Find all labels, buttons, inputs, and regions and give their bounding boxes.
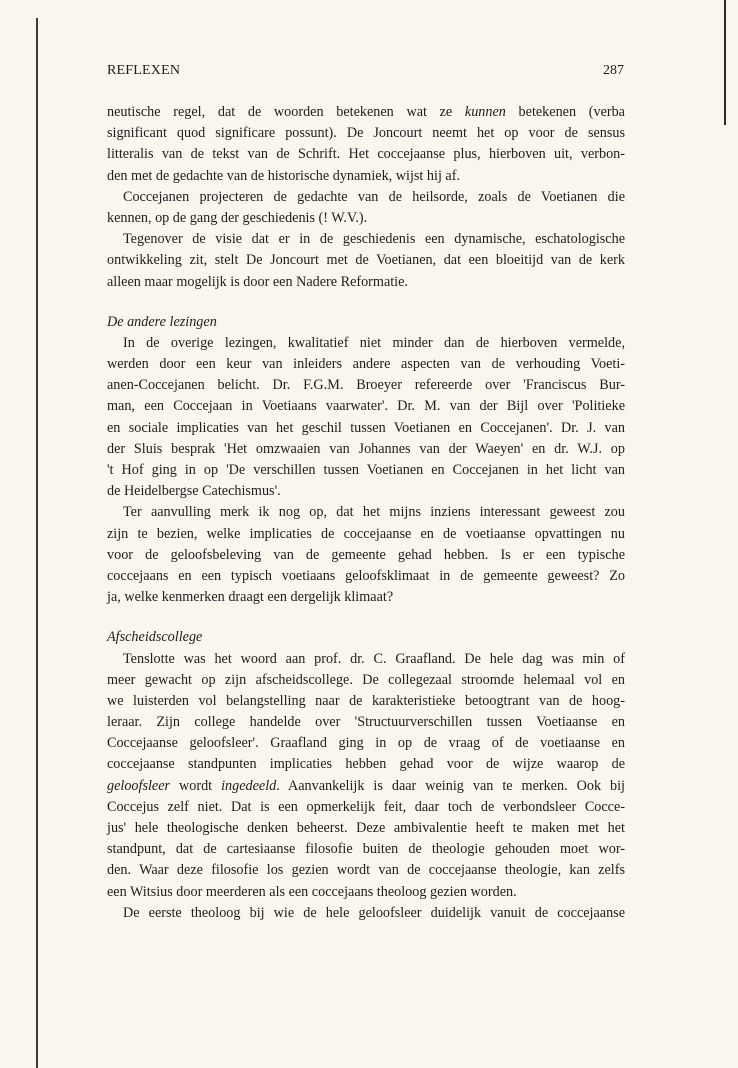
text-line: coccejaanse standpunten implicaties hebben gehad voor de wijze waarop de: [107, 756, 625, 773]
binding-edge-line: [36, 18, 38, 1068]
text-line: voor de geloofsbeleving van de gemeente gehad hebben. Is er een typische: [107, 546, 625, 563]
text-line: alleen maar mogelijk is door een Nadere Reformatie.: [107, 273, 408, 290]
text-line: Coccejaanse geloofsleer'. Graafland ging in op de vraag of de voetiaanse en: [107, 735, 625, 752]
text-line: man, een Coccejaan in Voetiaans vaarwater'. Dr. M. van der Bijl over 'Politieke: [107, 398, 625, 415]
text-line: Coccejanen projecteren de gedachte van de heilsorde, zoals de Voetianen die: [123, 188, 625, 205]
text-line: neutische regel, dat de woorden betekenen wat ze kunnen betekenen (verba: [107, 104, 625, 120]
page-number: 287: [603, 63, 624, 78]
text-line: standpunt, dat de cartesiaanse filosofie buiten de theologie gehouden moet wor-: [107, 841, 625, 858]
page-edge-line: [724, 0, 726, 125]
text-line: ontwikkeling zit, stelt De Joncourt met de Voetianen, dat een bloeitijd van de kerk: [107, 252, 625, 269]
text-line: den. Waar deze filosofie los gezien wordt van de coccejaanse theologie, kan zelfs: [107, 862, 625, 879]
text-line: anen-Coccejanen belicht. Dr. F.G.M. Broeyer refereerde over 'Franciscus Bur-: [107, 377, 625, 394]
text-line: De eerste theoloog bij wie de hele geloofsleer duidelijk vanuit de coccejaanse: [123, 904, 625, 921]
text-line: der Sluis besprak 'Het omzwaaien van Johannes van der Waeyen' en dr. W.J. op: [107, 440, 625, 457]
section-heading: Afscheidscollege: [107, 629, 203, 646]
text-line: Coccejus zelf niet. Dat is een opmerkelijk feit, daar toch de verbondsleer Cocce-: [107, 798, 625, 815]
running-head: REFLEXEN: [107, 63, 181, 78]
text-line: leraar. Zijn college handelde over 'Structuurverschillen tussen Voetiaanse en: [107, 714, 625, 731]
text-line: zijn te bezien, welke implicaties de coccejaanse en de voetiaanse opvattingen nu: [107, 525, 625, 542]
text-line: geloofsleer wordt ingedeeld. Aanvankelijk is daar weinig van te merken. Ook bij: [107, 777, 625, 794]
text-line: In de overige lezingen, kwalitatief niet minder dan de hierboven vermelde,: [123, 334, 625, 351]
body-text: [107, 102, 625, 924]
text-line: jus' hele theologische denken beheerst. Deze ambivalentie heeft te maken met het: [107, 820, 625, 836]
text-line: we luisterden vol belangstelling naar de karakteristieke betoogtrant van de hoog-: [107, 692, 625, 709]
text-line: 't Hof ging in op 'De verschillen tussen Voetianen en Coccejanen in het licht van: [107, 462, 625, 478]
section-heading: De andere lezingen: [107, 313, 217, 330]
text-line: Tenslotte was het woord aan prof. dr. C. Graafland. De hele dag was min of: [123, 650, 625, 667]
text-line: den met de gedachte van de historische dynamiek, wijst hij af.: [107, 167, 461, 184]
text-line: Ter aanvulling merk ik nog op, dat het mijns inziens interessant geweest zou: [123, 504, 625, 521]
text-line: kennen, op de gang der geschiedenis (! W.V.).: [107, 209, 368, 226]
text-line: ja, welke kenmerken draagt een dergelijk klimaat?: [107, 589, 394, 606]
text-line: werden door een keur van inleiders andere aspecten van de verhouding Voeti-: [107, 356, 625, 373]
text-line: en sociale implicaties van het geschil tussen Voetianen en Coccejanen'. Dr. J. van: [107, 419, 625, 436]
text-line: de Heidelbergse Catechismus'.: [107, 483, 281, 500]
text-line: een Witsius door meerderen als een coccejaans theoloog gezien worden.: [107, 883, 517, 900]
text-line: Tegenover de visie dat er in de geschiedenis een dynamische, eschatologische: [123, 231, 625, 248]
text-line: litteralis van de tekst van de Schrift. Het coccejaanse plus, hierboven uit, verbon-: [107, 146, 625, 163]
text-line: coccejaans en een typisch voetiaans geloofsklimaat in de gemeente geweest? Zo: [107, 567, 625, 584]
text-line: significant quod significare possunt). De Joncourt neemt het op voor de sensus: [107, 125, 625, 142]
text-line: meer gewacht op zijn afscheidscollege. De collegezaal stroomde helemaal vol en: [107, 671, 625, 688]
